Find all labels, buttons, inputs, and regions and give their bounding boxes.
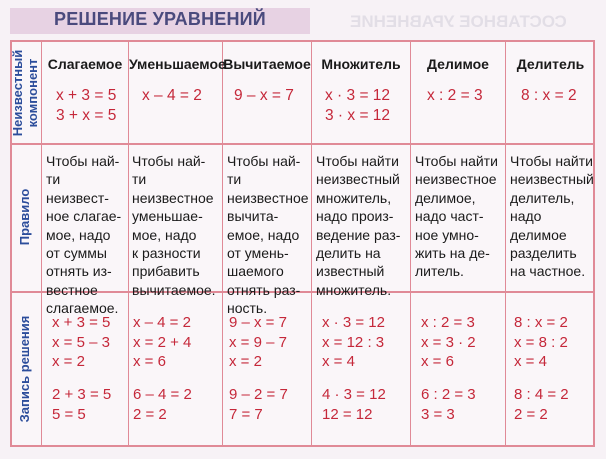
row-label-rule: Правило — [17, 188, 32, 246]
rule-line: литель. — [415, 263, 464, 280]
solution-dividend — [421, 313, 476, 372]
rule-line: делимое — [510, 226, 567, 243]
example-equation: 3 + x = 5 — [56, 107, 117, 124]
rule-line: вычитаемое. — [132, 281, 216, 298]
solution-multiplier — [322, 313, 385, 372]
rule-line: ное умно- — [415, 226, 479, 243]
row-label-unknown-line2: компонент — [25, 58, 40, 128]
check-multiplier — [322, 385, 386, 424]
solution-line: x = 2 — [52, 353, 85, 370]
rule-text-divisor — [510, 152, 594, 281]
rule-line: Чтобы най- — [227, 153, 301, 169]
header-minuend: Уменьшаемое — [129, 56, 226, 72]
rule-line: уменьшае- — [132, 208, 203, 225]
check-line: 3 = 3 — [421, 405, 455, 423]
rule-line: Чтобы най- — [132, 153, 206, 169]
rule-line: ность. — [227, 300, 268, 317]
check-divisor — [514, 385, 569, 424]
rule-line: мое, надо — [46, 226, 111, 243]
rule-line: ти неизвест- — [46, 171, 109, 206]
rule-line: делить на — [316, 245, 381, 262]
rule-text-subtrahend — [227, 152, 311, 318]
check-line: 6 : 2 = 3 — [421, 386, 476, 403]
solution-line: x = 6 — [421, 353, 454, 370]
rule-line: к разности — [132, 245, 201, 262]
rule-line: прибавить — [132, 263, 200, 280]
rule-line: разделить — [510, 245, 577, 262]
rule-line: Чтобы найти — [316, 153, 399, 169]
row-label-solution: Запись решения — [17, 315, 32, 423]
check-line: 12 = 12 — [322, 405, 373, 423]
solution-line: 8 : x = 2 — [514, 314, 568, 331]
rule-line: Чтобы най- — [46, 153, 120, 169]
rule-line: ведение раз- — [316, 226, 401, 243]
solution-line: x : 2 = 3 — [421, 314, 475, 331]
ghost-title: СОСТАВНОЕ УРАВНЕНИЕ — [350, 12, 567, 31]
rule-line: шаемого — [227, 263, 284, 280]
row-label-unknown — [10, 43, 42, 143]
rule-text-addend — [46, 152, 126, 318]
rule-line: делитель, — [510, 189, 575, 206]
solution-line: x – 4 = 2 — [133, 314, 191, 331]
page-title: РЕШЕНИЕ УРАВНЕНИЙ — [54, 9, 266, 29]
rule-text-multiplier — [316, 152, 410, 299]
solution-line: x · 3 = 12 — [322, 314, 385, 331]
solution-line: x = 6 — [133, 353, 166, 370]
col-divider — [410, 40, 411, 447]
rule-line: Чтобы найти — [415, 153, 498, 169]
rule-line: неизвестный — [316, 171, 400, 188]
rule-line: вычита- — [227, 208, 279, 225]
rule-line: надо — [510, 208, 542, 225]
header-addend: Слагаемое — [47, 56, 123, 72]
check-subtrahend — [229, 385, 288, 424]
rule-line: на частное. — [510, 263, 586, 280]
solution-minuend — [133, 313, 191, 372]
rule-line: множитель. — [316, 281, 392, 298]
header-subtrahend: Вычитаемое — [223, 56, 311, 72]
example-equation: 8 : x = 2 — [521, 87, 577, 104]
rule-line: ти неизвестное — [132, 171, 214, 206]
check-line: 2 = 2 — [514, 405, 548, 423]
rule-line: ти неизвестное — [227, 171, 309, 206]
rule-line: надо произ- — [316, 208, 394, 225]
example-equation: x : 2 = 3 — [427, 87, 483, 104]
check-line: 4 · 3 = 12 — [322, 386, 386, 403]
rule-line: от суммы — [46, 245, 107, 262]
rule-line: мое, надо — [132, 226, 197, 243]
check-minuend — [133, 385, 192, 424]
check-line: 5 = 5 — [52, 405, 86, 423]
check-line: 2 + 3 = 5 — [52, 386, 112, 403]
header-divisor: Делитель — [516, 56, 585, 72]
solution-line: 9 – x = 7 — [229, 314, 287, 331]
rule-line: Чтобы найти — [510, 153, 593, 169]
solution-line: x = 4 — [514, 353, 547, 370]
solution-line: x = 9 – 7 — [229, 333, 287, 351]
col-divider — [128, 40, 129, 447]
example-equation: 3 · x = 12 — [325, 107, 391, 124]
solution-line: x = 4 — [322, 353, 355, 370]
solution-line: x = 5 – 3 — [52, 333, 110, 351]
header-dividend: Делимое — [427, 56, 489, 72]
rule-line: ное слагае- — [46, 208, 122, 225]
rule-line: отнять из- — [46, 263, 112, 280]
col-divider — [311, 40, 312, 447]
rule-line: делимое, — [415, 189, 476, 206]
solution-line: x = 3 · 2 — [421, 333, 476, 351]
row-label-unknown-line1: Неизвестный — [10, 49, 25, 137]
rule-line: от умень- — [227, 245, 289, 262]
solution-divisor — [514, 313, 568, 372]
col-divider — [222, 40, 223, 447]
header-multiplier: Множитель — [321, 56, 401, 72]
rule-line: надо част- — [415, 208, 484, 225]
rule-text-minuend — [132, 152, 222, 299]
solution-line: x = 2 + 4 — [133, 333, 192, 351]
rule-line: множитель, — [316, 189, 392, 206]
example-equation: x · 3 = 12 — [325, 87, 391, 104]
rule-line: неизвестное — [415, 171, 497, 188]
rule-line: отнять раз- — [227, 281, 301, 298]
solution-addend — [52, 313, 110, 372]
rule-line: жить на де- — [415, 245, 490, 262]
check-line: 2 = 2 — [133, 405, 167, 423]
solution-line: x = 8 : 2 — [514, 333, 568, 351]
row-divider — [10, 143, 595, 145]
example-equation: x – 4 = 2 — [142, 87, 202, 104]
solution-line: x = 2 — [229, 353, 262, 370]
check-line: 6 – 4 = 2 — [133, 386, 192, 403]
check-line: 7 = 7 — [229, 405, 263, 423]
rule-line: неизвестный — [510, 171, 594, 188]
solution-line: x + 3 = 5 — [52, 314, 111, 331]
solution-subtrahend — [229, 313, 287, 372]
col-divider — [505, 40, 506, 447]
rule-line: известный — [316, 263, 385, 280]
check-dividend — [421, 385, 476, 424]
rule-line: емое, надо — [227, 226, 300, 243]
check-line: 9 – 2 = 7 — [229, 386, 288, 403]
check-line: 8 : 4 = 2 — [514, 386, 569, 403]
rule-text-dividend — [415, 152, 505, 281]
rule-line: слагаемое. — [46, 300, 119, 317]
check-addend — [52, 385, 111, 424]
solution-line: x = 12 : 3 — [322, 333, 385, 351]
example-equation: 9 – x = 7 — [234, 87, 294, 104]
example-equation: x + 3 = 5 — [56, 87, 117, 104]
rule-line: вестное — [46, 281, 98, 298]
